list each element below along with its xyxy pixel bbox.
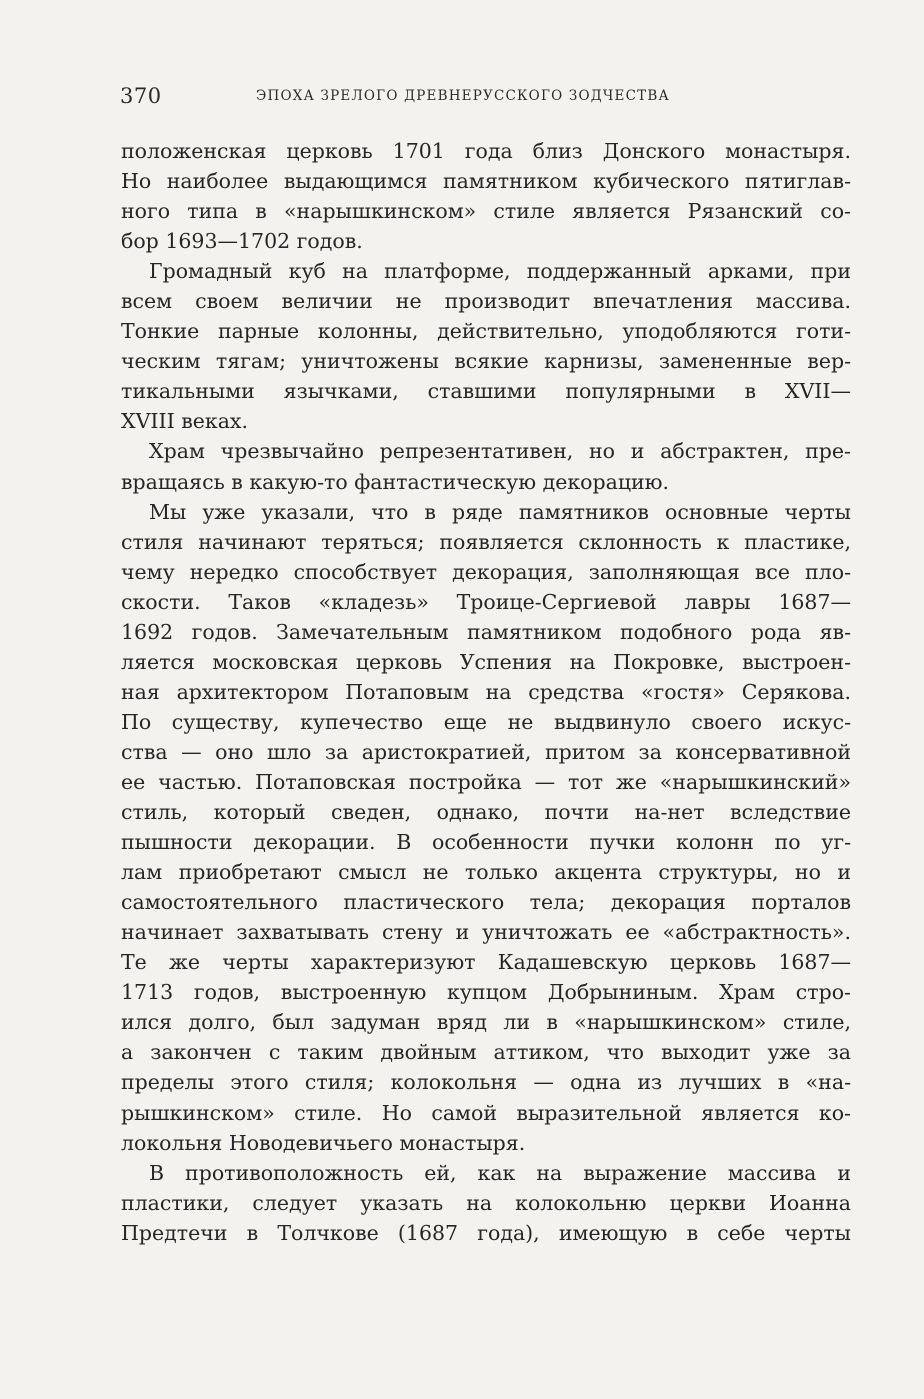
text-line: ческим тягам; уничтожены всякие карнизы, замененные вер- [121, 349, 851, 374]
text-line: пределы этого стиля; колокольня — одна из лучших в «на- [121, 1070, 851, 1095]
text-line: пышности декорации. В особенности пучки колонн по уг- [121, 830, 851, 855]
text-line: чему нередко способствует декорация, заполняющая все пло- [121, 559, 851, 584]
text-line: бор 1693—1702 годов. [121, 229, 363, 254]
text-line: ляется московская церковь Успения на Покровке, выстроен- [121, 649, 851, 674]
text-line: В противоположность ей, как на выражение массива и [149, 1160, 851, 1185]
text-line: Храм чрезвычайно репрезентативен, но и абстрактен, пре- [149, 439, 851, 464]
text-line: самостоятельного пластического тела; декорация порталов [121, 890, 851, 915]
paragraph [121, 497, 851, 1158]
paragraph [121, 436, 851, 496]
text-line: лам приобретают смысл не только акцента структуры, но и [121, 860, 851, 885]
text-line: вращаясь в какую-то фантастическую декорацию. [121, 469, 670, 494]
text-line: ства — оно шло за аристократией, притом за консервативной [121, 739, 851, 764]
text-line: Предтечи в Толчкове (1687 года), имеющую в себе черты [121, 1220, 851, 1245]
text-line: ее частью. Потаповская постройка — тот же «нарышкинский» [121, 769, 851, 794]
text-line: а закончен с таким двойным аттиком, что выходит уже за [121, 1040, 851, 1065]
text-line: начинает захватывать стену и уничтожать ее «абстрактность». [121, 920, 851, 945]
text-line: ная архитектором Потаповым на средства «гостя» Серякова. [121, 679, 851, 704]
text-line: локольня Новодевичьего монастыря. [121, 1130, 526, 1155]
text-line: стиль, который сведен, однако, почти на-нет вследствие [121, 800, 851, 825]
text-line: пластики, следует указать на колокольню церкви Иоанна [121, 1190, 851, 1215]
text-line: По существу, купечество еще не выдвинуло своего искус- [121, 709, 851, 734]
text-line: Те же черты характеризуют Кадашевскую церковь 1687— [121, 950, 851, 975]
paragraph [121, 256, 851, 436]
text-line: тикальными язычками, ставшими популярными в XVII— [121, 379, 851, 404]
text-line: 1692 годов. Замечательным памятником подобного рода яв- [121, 619, 851, 644]
body-text [121, 136, 851, 1248]
text-line: ился долго, был задуман вряд ли в «нарышкинском» стиле, [121, 1010, 851, 1035]
paragraph [121, 136, 851, 256]
text-line: XVIII веках. [121, 409, 248, 434]
text-line: Тонкие парные колонны, действительно, уподобляются готи- [121, 319, 851, 344]
running-title: ЭПОХА ЗРЕЛОГО ДРЕВНЕРУССКОГО ЗОДЧЕСТВА [256, 88, 670, 104]
page-header [120, 84, 850, 114]
text-line: Громадный куб на платформе, поддержанный арками, при [149, 259, 851, 284]
page-number: 370 [120, 84, 162, 108]
text-line: стиля начинают теряться; появляется склонность к пластике, [121, 529, 851, 554]
text-line: положенская церковь 1701 года близ Донского монастыря. [121, 139, 851, 163]
text-line: Но наиболее выдающимся памятником кубического пятиглав- [121, 169, 851, 194]
text-line: рышкинском» стиле. Но самой выразительной является ко- [121, 1100, 851, 1125]
text-line: ного типа в «нарышкинском» стиле является Рязанский со- [121, 199, 851, 224]
text-line: Мы уже указали, что в ряде памятников основные черты [149, 499, 851, 524]
text-line: всем своем величии не производит впечатления массива. [121, 289, 851, 314]
text-line: скости. Таков «кладезь» Троице-Сергиевой лавры 1687— [121, 589, 851, 614]
paragraph [121, 1158, 851, 1248]
text-line: 1713 годов, выстроенную купцом Добрыниным. Храм стро- [121, 980, 851, 1005]
